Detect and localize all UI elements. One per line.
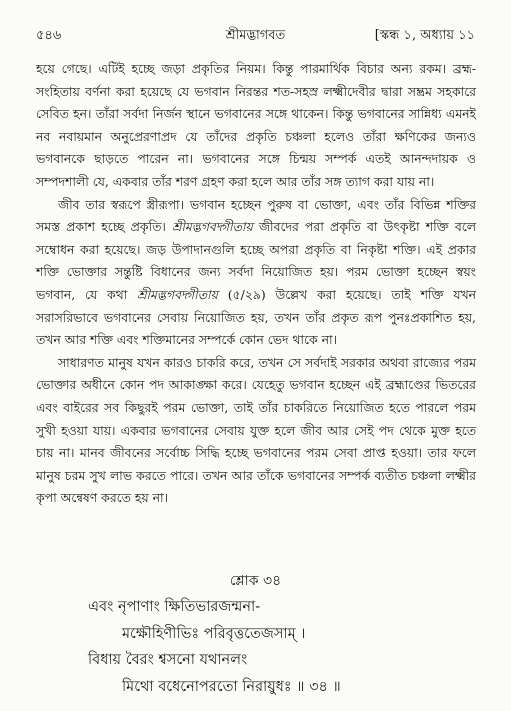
text-run: হয়ে গেছে। এটিই হচ্ছে জড়া প্রকৃতির নিয়ম। কিন্তু পারমার্থিক বিচার অন্য রকম। ব্রহ্ম-সংহিতায় বর্ণনা করা হয়েছে যে ভগবান নিরন্তর শত-সহস্র লক্ষ্মীদেবীর দ্বারা সম্ভ্রম সহকারে সেবিত হন। তাঁরা সর্বদা নির্জন স্থানে ভগবানের সঙ্গে থাকেন। কিন্তু ভগবানের সান্নিধ্য এমনই নব নবায়মান অনুপ্রেরণাপ্রদ যে তাঁদের প্রকৃতি চঞ্চলা হলেও তাঁরা ক্ষণিকের জন্যও ভগবানকে ছাড়তে পারেন না। ভগবানের সঙ্গে চিন্ময় সম্পর্ক এতই আনন্দদায়ক ও সম্পদশালী যে, একবার তাঁর শরণ গ্রহণ করা হলে আর তাঁর সঙ্গ ত্যাগ করা যায় না। [36,61,476,189]
text-run: (৫/২৯) উল্লেখ করা হয়েছে। তাই শক্তি যখন সরাসরিভাবে ভগবানের সেবায় নিয়োজিত হয়, তখন তাঁর প্রকৃত রূপ পুনঃপ্রকাশিত হয়, তখন আর শক্তি এবং শক্তিমানের সম্পর্কে কোন ভেদ থাকে না। [36,286,476,348]
sanskrit-verse [88,594,488,700]
paragraph [36,58,476,194]
paragraph [36,352,476,510]
paragraph [36,194,476,352]
italic-title: শ্রীমদ্ভগবদ্গীতায় [137,286,218,302]
verse-line: মক্ষৌহিণীভিঃ পরিবৃত্ততেজসাম্ । [122,625,306,642]
verse-line: এবং নৃপাণাং ক্ষিতিভারজন্মনা- [88,599,261,615]
verse-line: বিধায় বৈরং শ্বসনো যথানলং [88,652,248,668]
italic-title: শ্রীমদ্ভগবদ্গীতায় [172,219,253,235]
page-number: ৫৪৬ [36,28,62,43]
purport-text [36,58,476,510]
text-run: জীবদের পরা প্রকৃতি বা উৎকৃষ্টা শক্তি বলে সম্বোধন করা হয়েছে। জড় উপাদানগুলি হচ্ছে অপরা প্রকৃতি বা নিকৃষ্টা শক্তি। এই প্রকার শক্তি ভোক্তার সন্তুষ্টি বিধানের জন্য সর্বদা নিয়োজিত হয়। পরম ভোক্তা হচ্ছেন স্বয়ং ভগবান, যে কথা [36,219,477,302]
text-run: জীব তার স্বরূপে স্ত্রীরূপা। ভগবান হচ্ছেন পুরুষ বা ভোক্তা, এবং তাঁর বিভিন্ন শক্তির সমস্ত প্রকাশ হচ্ছে প্রকৃতি। [36,196,476,235]
verse-heading: শ্লোক ৩৪ [229,573,282,589]
page-header [36,26,475,46]
verse-line: মিথো বধেনোপরতো নিরায়ুধঃ ॥ ৩৪ ॥ [122,678,341,695]
text-run: সাধারণত মানুষ যখন কারও চাকরি করে, তখন সে সর্বদাই সরকার অথবা রাজ্যের পরম ভোক্তার অধীনে কোন পদ আকাঙ্ক্ষা করে। যেহেতু ভগবান হচ্ছেন এই ব্রহ্মাণ্ডের ভিতরের এবং বাইরের সব কিছুরই পরম ভোক্তা, তাই তাঁর চাকরিতে নিয়োজিত হতে পারলে পরম সুখী হওয়া যায়। একবার ভগবানের সেবায় যুক্ত হলে জীব আর সেই পদ থেকে মুক্ত হতে চায় না। মানব জীবনের সর্বোচ্চ সিদ্ধি হচ্ছে ভগবানের পরম সেবা প্রাপ্ত হওয়া। তার ফলে মানুষ চরম সুখ লাভ করতে পারে। তখন আর তাঁকে ভগবানের সম্পর্ক ব্যতীত চঞ্চলা লক্ষ্মীর কৃপা অন্বেষণ করতে হয় না। [36,354,476,506]
chapter-reference: [স্কন্ধ ১, অধ্যায় ১১ [374,28,475,43]
running-title: শ্রীমদ্ভাগবত [225,28,286,43]
